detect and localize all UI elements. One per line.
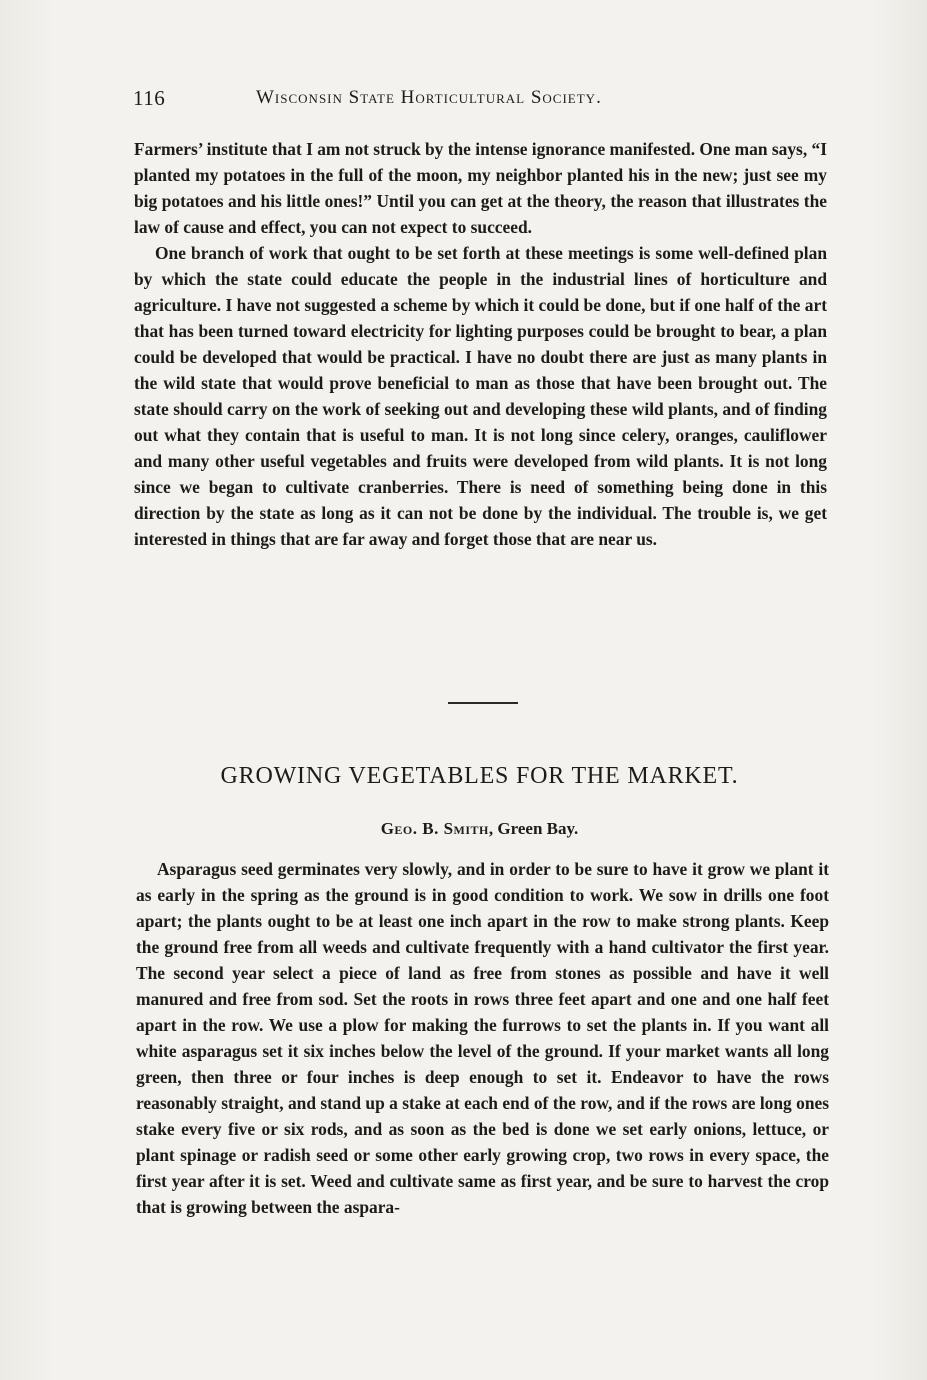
- author-name: Geo. B. Smith: [380, 819, 489, 838]
- byline: [0, 819, 927, 839]
- continued-text: [134, 136, 827, 552]
- paragraph: Farmers’ institute that I am not struck by the intense ignorance manifested. One man says, “I planted my potatoes in the full of the moon, my neighbor planted his in the new; just see my big potatoes and his little ones!” Until you can get at the theory, the reason that illustrates the law of cause and effect, you can not expect to succeed.: [134, 139, 827, 237]
- page-number: 116: [133, 86, 166, 110]
- section-divider: [448, 702, 518, 704]
- paragraph: Asparagus seed germinates very slowly, and in order to be sure to have it grow we plant it as early in the spring as the ground is in good condition to work. We sow in drills one foot apart; the plants ought to be at least one inch apart in the row to make strong plants. Keep the ground free from all weeds and cultivate frequently with a hand cultivator the first year. The second year select a piece of land as free from stones as possible and have it well manured and free from sod. Set the roots in rows three feet apart and one and one half feet apart in the row. We use a plow for making the furrows to set the plants in. If you want all white asparagus set it six inches below the level of the ground. If your market wants all long green, then three or four inches is deep enough to set it. Endeavor to have the rows reasonably straight, and stand up a stake at each end of the row, and if the rows are long ones stake every five or six rods, and as soon as the bed is done we set early onions, lettuce, or plant spinage or radish seed or some other early growing crop, two rows in every space, the first year after it is set. Weed and cultivate same as first year, and be sure to harvest the crop that is growing between the aspara-: [136, 859, 829, 1217]
- running-head: Wisconsin State Horticultural Society.: [256, 87, 602, 108]
- page-header: [133, 86, 727, 112]
- paragraph: One branch of work that ought to be set forth at these meetings is some well-defined plan by which the state could educate the people in the industrial lines of horticulture and agriculture. I have not suggested a scheme by which it could be done, but if one half of the art that has been turned toward electricity for lighting purposes could be brought to bear, a plan could be developed that would be practical. I have no doubt there are just as many plants in the wild state that would prove beneficial to man as those that have been brought out. The state should carry on the work of seeking out and developing these wild plants, and of finding out what they contain that is useful to man. It is not long since celery, oranges, cauliflower and many other useful vegetables and fruits were developed from wild plants. It is not long since we began to cultivate cranberries. There is need of something being done in this direction by the state as long as it can not be done by the individual. The trouble is, we get interested in things that are far away and forget those that are near us.: [134, 243, 827, 549]
- author-location: , Green Bay.: [488, 819, 579, 838]
- article-body: [136, 856, 829, 1220]
- article-title: GROWING VEGETABLES FOR THE MARKET.: [220, 763, 739, 789]
